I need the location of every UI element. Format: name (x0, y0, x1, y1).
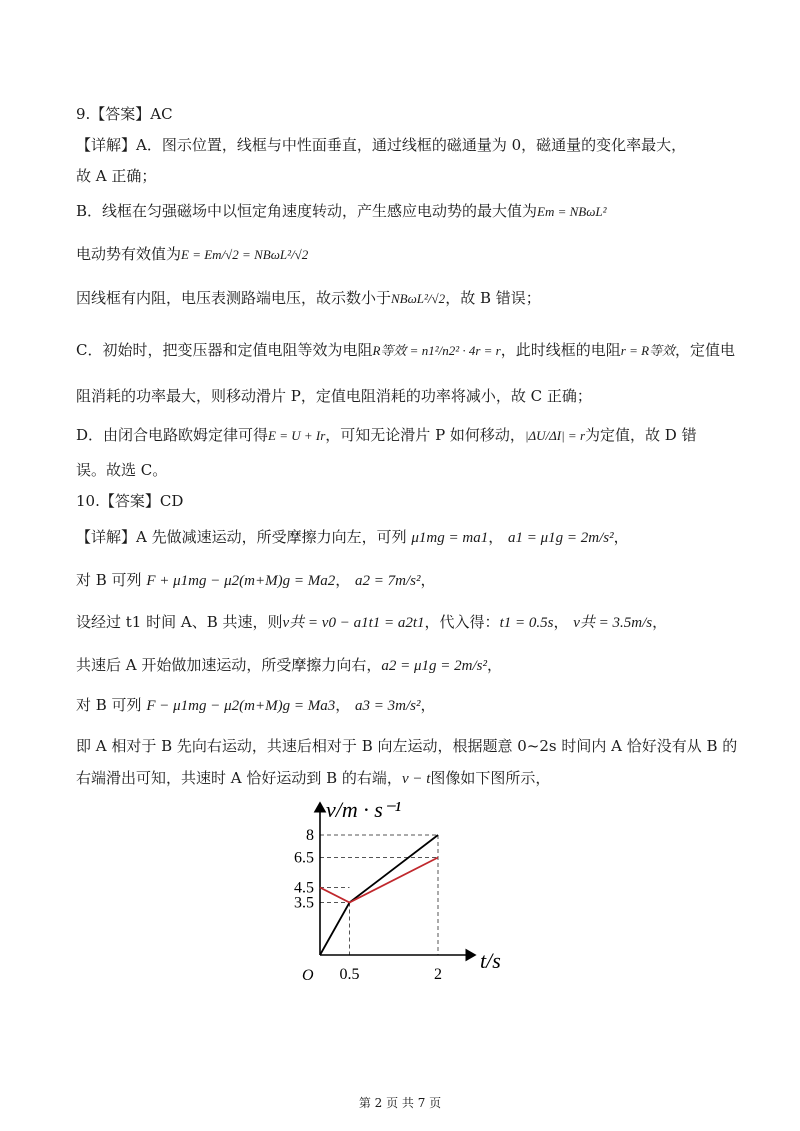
y-tick-label: 4.5 (294, 879, 314, 897)
q10-line7-end: 图像如下图所示， (430, 769, 551, 787)
y-tick-label: 6.5 (294, 849, 314, 867)
q10-line5: 对 B 可列 F − μ1mg − μ2(m+M)g = Ma3， a3 = 3m/s²， (76, 696, 436, 714)
q10-eq-a1: a1 = μ1g = 2m/s² (508, 530, 614, 546)
q10-line4-text: 共速后 A 开始做加速运动，所受摩擦力向右， (76, 656, 382, 674)
q10-eq-v: v共 = 3.5m/s (573, 615, 653, 631)
q10-line4: 共速后 A 开始做加速运动，所受摩擦力向右，a2 = μ1g = 2m/s²， (76, 656, 502, 674)
q9-line8 (76, 425, 697, 446)
q10-line7 (76, 768, 550, 789)
origin-label: O (302, 967, 314, 984)
q9-option-b: B．线框在匀强磁场中以恒定角速度转动，产生感应电动势的最大值为 (76, 202, 538, 220)
q9-heading: 9.【答案】AC (76, 105, 173, 123)
q9-detail-label: 【详解】 (76, 136, 137, 154)
q10-line5-text: 对 B 可列 (76, 696, 142, 714)
q10-eq-b-force2: F − μ1mg − μ2(m+M)g = Ma3 (146, 698, 336, 714)
q9-line6 (76, 340, 735, 361)
x-tick-label: 2 (434, 966, 442, 983)
q10-eq-a2b: a2 = μ1g = 2m/s² (381, 658, 487, 674)
q10-eq-t1: t1 = 0.5s (499, 615, 554, 631)
q10-line7-text: 右端滑出可知，共速时 A 恰好运动到 B 的右端， (76, 769, 402, 787)
q10-eq-a2: a2 = 7m/s² (354, 573, 421, 589)
y-tick-label: 3.5 (294, 894, 314, 912)
page-footer: 第 2 页 共 7 页 (358, 1096, 442, 1110)
q9-line6-end: ，定值电 (675, 341, 736, 359)
q9-line8-end: 为定值，故 D 错 (585, 426, 697, 444)
q10-line2-text: 对 B 可列 (76, 571, 142, 589)
q10-heading: 10.【答案】CD (76, 492, 184, 510)
q9-ohm-eq: E = U + Ir (268, 428, 326, 443)
q9-option-c: C．初始时，把变压器和定值电阻等效为电阻 (76, 341, 373, 359)
q9-line5-text: 因线框有内阻，电压表测路端电压，故示数小于 (76, 289, 392, 307)
q9-line2: 故 A 正确； (76, 167, 157, 185)
q9-emax-eq: Em = NBωL² (537, 204, 607, 219)
q10-detail-label: 【详解】 (76, 528, 137, 546)
q9-rms-text: 电动势有效值为 (76, 245, 182, 263)
q9-line7: 阻消耗的功率最大，则移动滑片 P，定值电阻消耗的功率将减小，故 C 正确； (76, 387, 592, 405)
q9-option-a: A．图示位置，线框与中性面垂直，通过线框的磁通量为 0，磁通量的变化率最大， (136, 136, 687, 154)
q10-line3: 设经过 t1 时间 A、B 共速，则v共 = v0 − a1t1 = a2t1，代入得：t1 = 0.5s， v共 = 3.5m/s， (76, 613, 668, 631)
q9-du-di-eq: |ΔU/ΔI| = r (524, 428, 586, 443)
q9-rms-eq: E = Em/√2 = NBωL²/√2 (181, 247, 309, 262)
q9-r-eq: r = R等效 (620, 343, 676, 358)
q9-line9: 误。故选 C。 (76, 461, 168, 479)
q10-eq-a1-force: μ1mg = ma1 (411, 530, 489, 546)
q10-line2: 对 B 可列 F + μ1mg − μ2(m+M)g = Ma2， a2 = 7m/s²， (76, 571, 436, 589)
q10-eq-b-force: F + μ1mg − μ2(m+M)g = Ma2 (146, 573, 336, 589)
vt-graph (270, 795, 530, 995)
q10-eq-vcommon: v共 = v0 − a1t1 = a2t1 (282, 615, 425, 631)
q9-line3 (76, 201, 607, 222)
q9-line4 (76, 244, 308, 265)
y-tick-label: 8 (306, 827, 314, 844)
series-line-B (320, 835, 438, 955)
x-axis-label: t/s (480, 948, 501, 973)
y-axis-label: v/m · s⁻¹ (326, 797, 402, 822)
q10-line1: 【详解】A 先做减速运动，所受摩擦力向左，可列 μ1mg = ma1， a1 = μ1g = 2m/s²， (76, 528, 629, 546)
q10-eq-a3: a3 = 3m/s² (354, 698, 421, 714)
q9-line5 (76, 288, 541, 309)
q10-line3-mid: ，代入得： (424, 613, 500, 631)
q9-req-eq: R等效 = n1²/n2² · 4r = r (372, 343, 501, 358)
q10-line6: 即 A 相对于 B 先向右运动，共速后相对于 B 向左运动，根据题意 0~2s 时间内 A 恰好没有从 B 的 (76, 737, 738, 755)
q9-option-d: D．由闭合电路欧姆定律可得 (76, 426, 269, 444)
q9-line5-frac: NBωL²/√2 (391, 291, 446, 306)
q10-line3-text: 设经过 t1 时间 A、B 共速，则 (76, 613, 283, 631)
q9-line8-mid: ，可知无论滑片 P 如何移动， (325, 426, 525, 444)
x-tick-label: 0.5 (339, 966, 360, 983)
q10-vt: v − t (401, 771, 431, 787)
q10-line1-text: A 先做减速运动，所受摩擦力向左，可列 (136, 528, 407, 546)
q9-line1 (76, 135, 686, 155)
q9-line6-mid: ，此时线框的电阻 (500, 341, 621, 359)
q9-line5-end: ，故 B 错误； (445, 289, 541, 307)
